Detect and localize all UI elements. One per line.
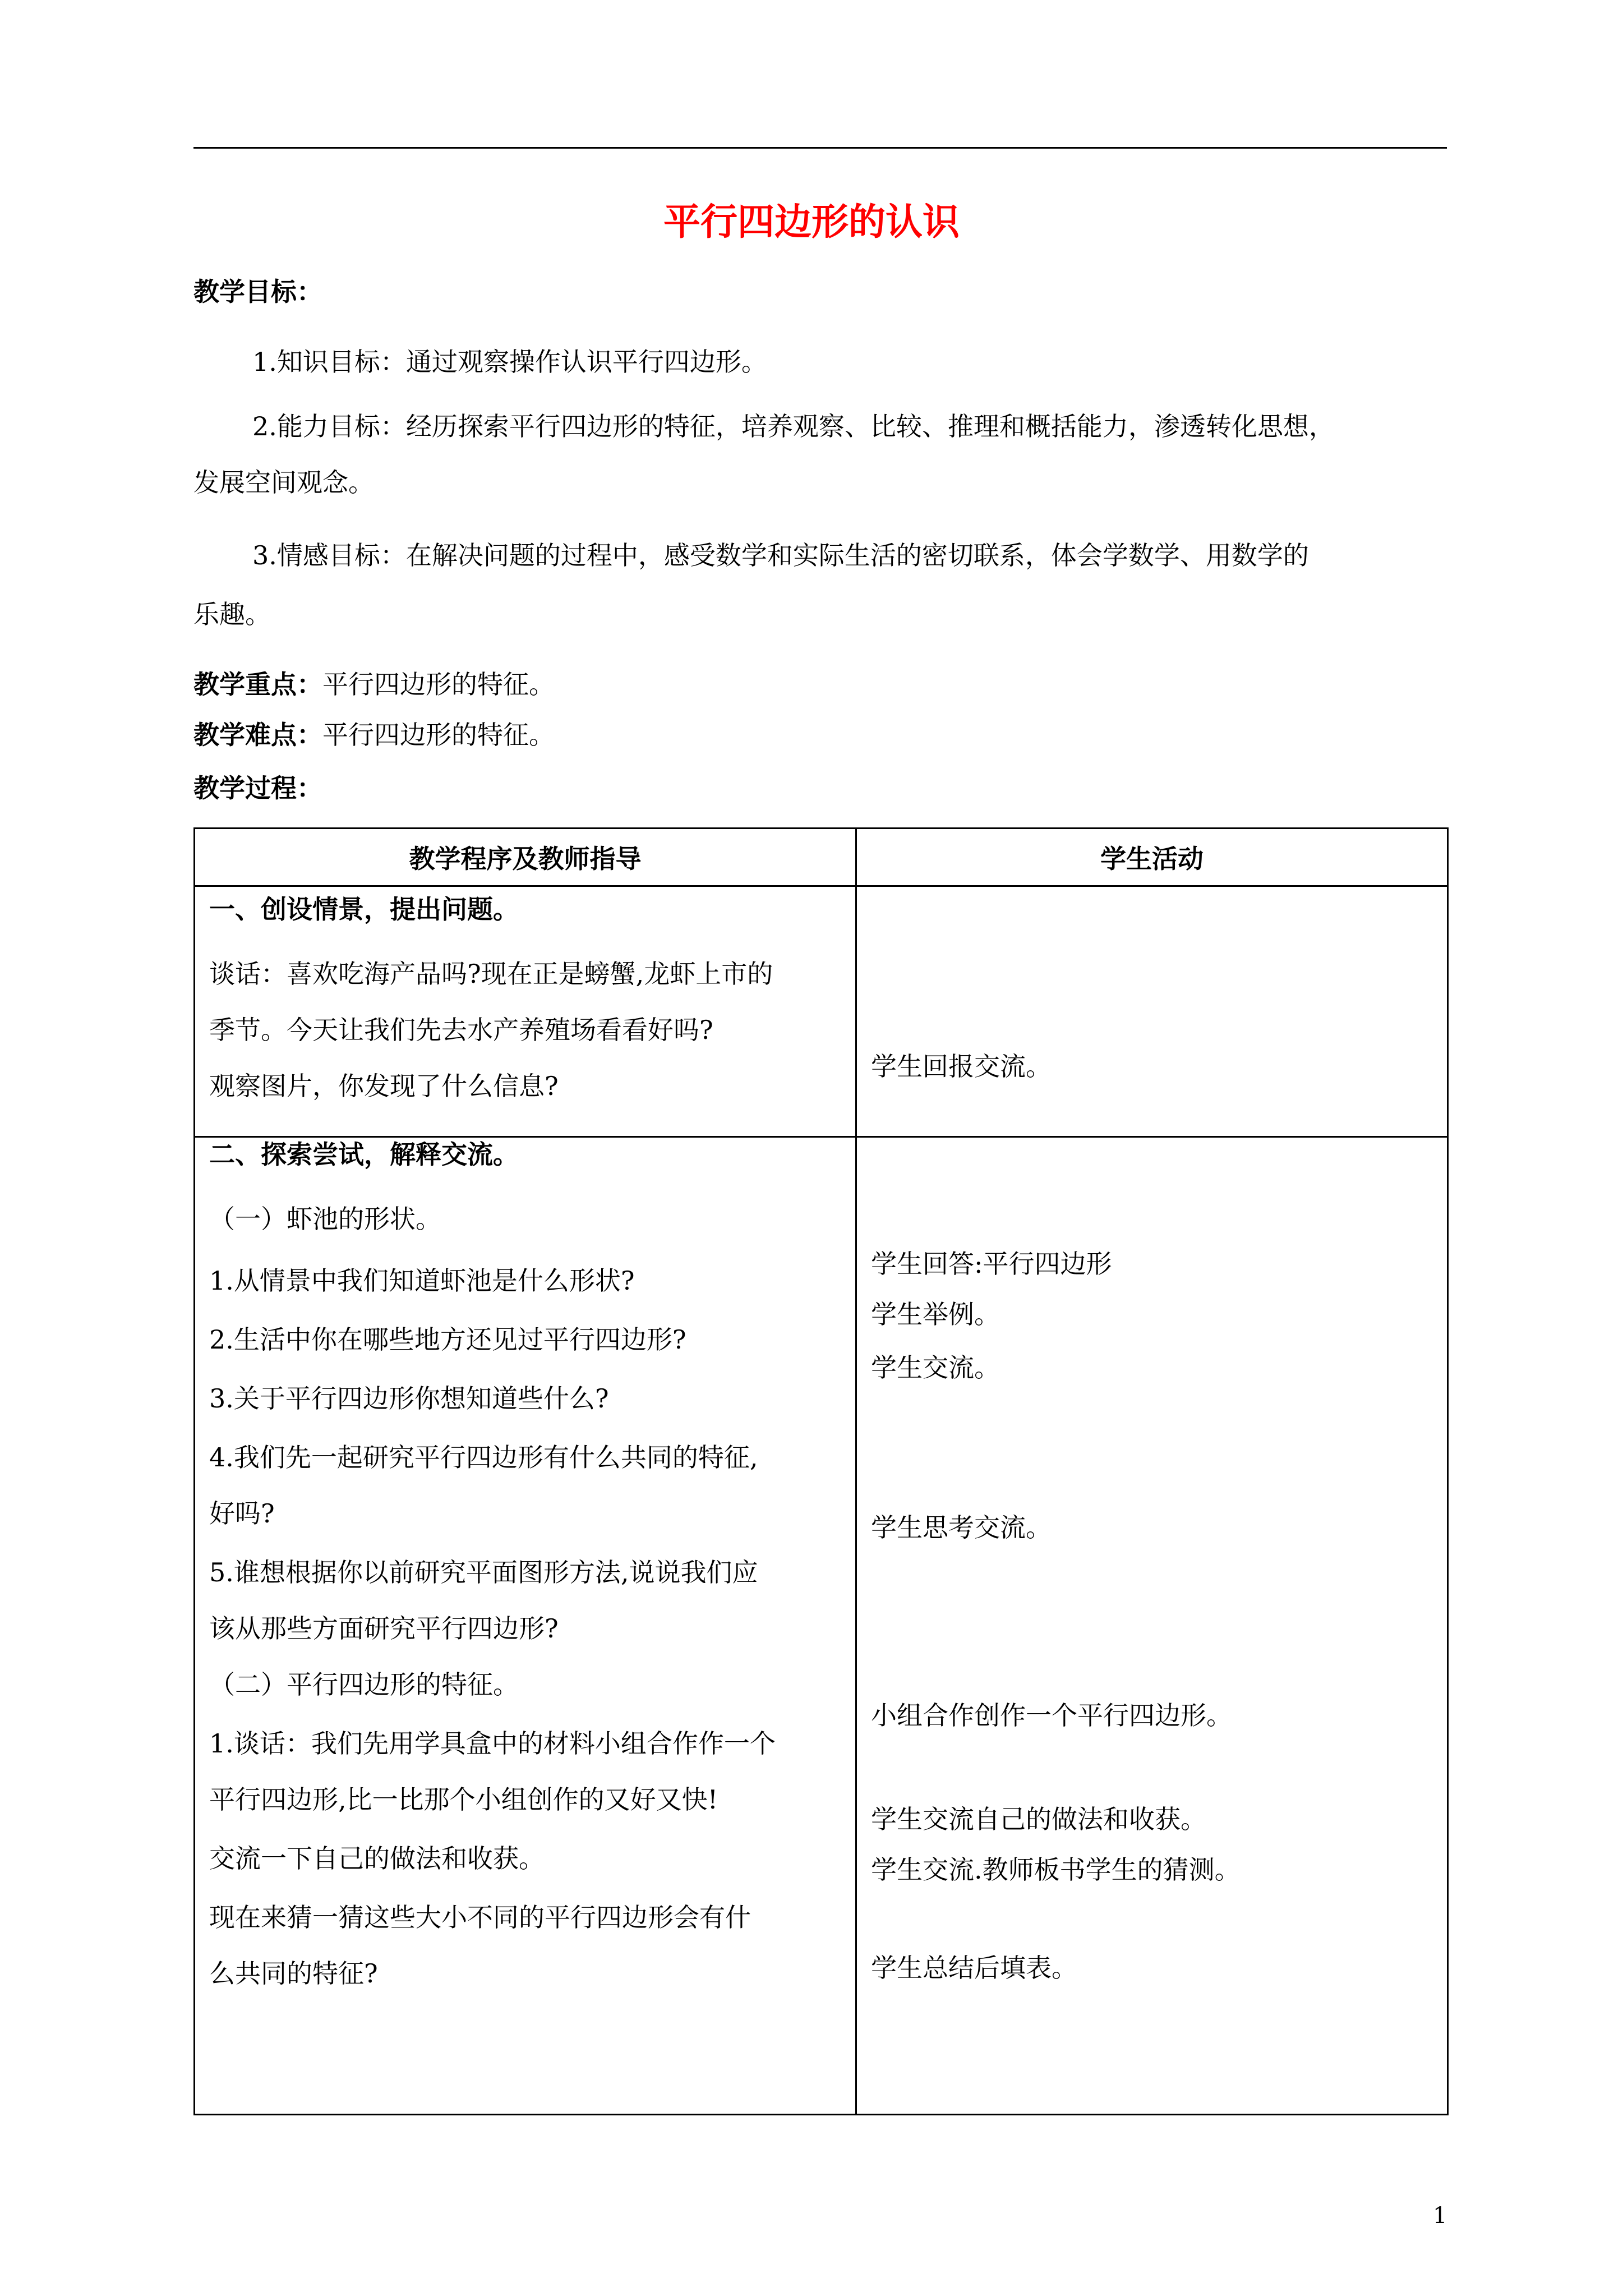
section1-heading: 一、创设情景，提出问题。 xyxy=(209,894,519,924)
student-line: 学生思考交流。 xyxy=(871,1512,1052,1543)
key-point-text: 平行四边形的特征。 xyxy=(322,669,555,700)
key-point xyxy=(193,668,555,701)
student-line: 学生交流自己的做法和收获。 xyxy=(871,1804,1206,1834)
section2-student-cell xyxy=(856,1137,1448,2115)
teacher-line: 该从那些方面研究平行四边形? xyxy=(209,1613,559,1644)
section1-student-cell xyxy=(856,886,1448,1137)
section2-teacher-cell xyxy=(195,1137,856,2115)
table-header-row xyxy=(195,829,1448,886)
student-line: 学生回报交流。 xyxy=(871,1051,1052,1082)
teacher-line: 平行四边形,比一比那个小组创作的又好又快! xyxy=(209,1784,718,1815)
difficulty-text: 平行四边形的特征。 xyxy=(322,720,555,750)
lesson-table xyxy=(193,827,1449,2115)
teacher-line: 好吗? xyxy=(209,1498,275,1529)
header-student: 学生活动 xyxy=(856,829,1448,886)
student-line: 学生交流.教师板书学生的猜测。 xyxy=(871,1855,1241,1885)
teacher-line: （一）虾池的形状。 xyxy=(209,1204,441,1234)
teacher-line: 观察图片，你发现了什么信息? xyxy=(209,1071,559,1101)
difficulty xyxy=(193,718,555,752)
teacher-line: 现在来猜一猜这些大小不同的平行四边形会有什 xyxy=(209,1902,751,1932)
teacher-line: 3.关于平行四边形你想知道些什么? xyxy=(209,1383,609,1414)
section1-teacher-cell xyxy=(195,886,856,1137)
objective-line: 3.情感目标：在解决问题的过程中，感受数学和实际生活的密切联系，体会学数学、用数学的 xyxy=(252,540,1309,570)
objective-line: 乐趣。 xyxy=(193,599,271,629)
teacher-line: 么共同的特征? xyxy=(209,1958,378,1989)
student-line: 学生回答:平行四边形 xyxy=(871,1249,1112,1279)
teacher-line: 谈话：喜欢吃海产品吗?现在正是螃蟹,龙虾上市的 xyxy=(209,959,773,989)
header-teacher: 教学程序及教师指导 xyxy=(195,829,856,886)
teacher-line: 5.谁想根据你以前研究平面图形方法,说说我们应 xyxy=(209,1557,758,1588)
difficulty-label: 教学难点： xyxy=(193,720,322,750)
student-line: 学生交流。 xyxy=(871,1352,1000,1383)
objective-line: 发展空间观念。 xyxy=(193,467,374,498)
student-line: 学生总结后填表。 xyxy=(871,1953,1077,1983)
page-number: 1 xyxy=(1433,2203,1447,2229)
teacher-line: 2.生活中你在哪些地方还见过平行四边形? xyxy=(209,1324,686,1355)
key-point-label: 教学重点： xyxy=(193,669,322,700)
section2-heading: 二、探索尝试，解释交流。 xyxy=(209,1139,519,1170)
teacher-line: 1.从情景中我们知道虾池是什么形状? xyxy=(209,1266,635,1296)
objective-line: 1.知识目标：通过观察操作认识平行四边形。 xyxy=(252,347,767,377)
table-row xyxy=(195,1137,1448,2115)
header-rule xyxy=(193,147,1447,149)
student-line: 小组合作创作一个平行四边形。 xyxy=(871,1700,1232,1731)
teacher-line: 1.谈话：我们先用学具盒中的材料小组合作作一个 xyxy=(209,1728,776,1759)
teacher-line: （二）平行四边形的特征。 xyxy=(209,1669,519,1700)
process-heading: 教学过程： xyxy=(193,773,322,803)
teacher-line: 4.我们先一起研究平行四边形有什么共同的特征, xyxy=(209,1442,758,1473)
table-row xyxy=(195,886,1448,1137)
teacher-line: 季节。今天让我们先去水产养殖场看看好吗? xyxy=(209,1015,713,1045)
objective-line: 2.能力目标：经历探索平行四边形的特征，培养观察、比较、推理和概括能力，渗透转化思想， xyxy=(252,411,1335,441)
teacher-line: 交流一下自己的做法和收获。 xyxy=(209,1843,545,1874)
objectives-heading: 教学目标： xyxy=(193,277,322,307)
student-line: 学生举例。 xyxy=(871,1299,1000,1329)
page-title: 平行四边形的认识 xyxy=(663,200,960,243)
